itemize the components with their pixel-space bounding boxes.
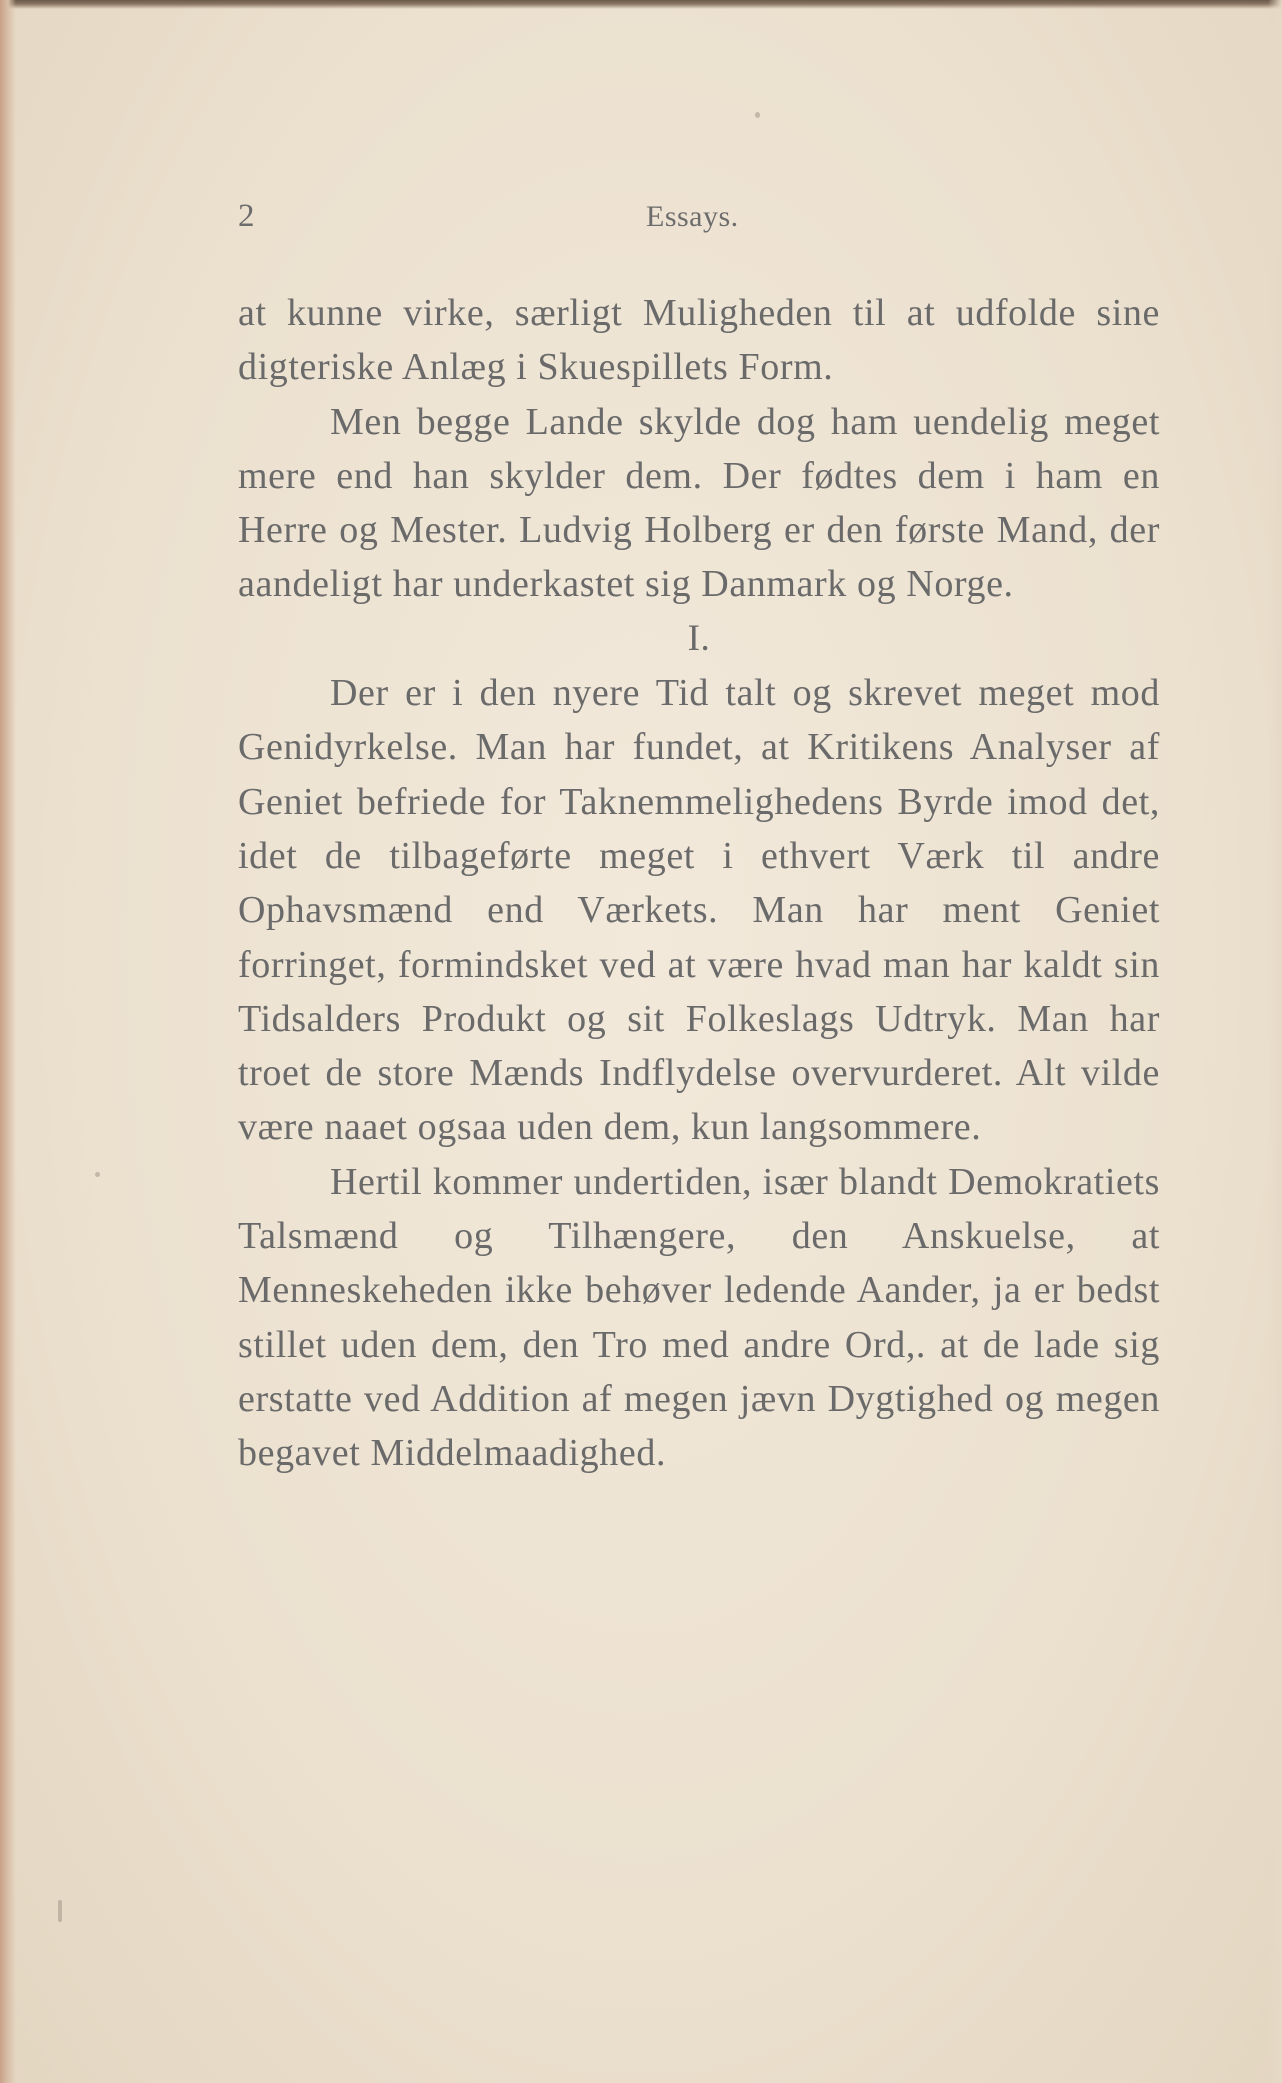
page-number: 2 [238, 198, 255, 234]
section-numeral: I. [687, 617, 711, 659]
running-title: Essays. [646, 200, 739, 233]
paragraph: Hertil kommer undertiden, især blandt Demokratiets Talsmænd og Tilhængere, den Anskuelse, at Menneskeheden ikke behøver ledende Aander, ja er bedst stillet uden dem, den Tro med andre Ord,. at de lade sig erstatte ved Addition af megen jævn Dygtighed og megen begavet Middelmaadighed. [238, 1160, 1160, 1475]
page-top-edge [0, 0, 1282, 9]
paragraph: Men begge Lande skylde dog ham uendelig meget mere end han skylder dem. Der fødtes dem i ham en Herre og Mester. Ludvig Holberg er den første Mand, der aandeligt har underkastet sig Danmark og Norge. [238, 400, 1160, 606]
running-head [238, 198, 1168, 238]
paragraph: at kunne virke, særligt Muligheden til at udfolde sine digteriske Anlæg i Skuespillets Form. [238, 292, 1160, 389]
page-right-edge [1268, 0, 1282, 2083]
paper-speck [95, 1172, 100, 1177]
paper-speck [58, 1900, 62, 1922]
paper-speck [755, 112, 760, 118]
body-text [238, 286, 1160, 1481]
page-left-edge [0, 0, 16, 2083]
paragraph: Der er i den nyere Tid talt og skrevet meget mod Genidyrkelse. Man har fundet, at Kritikens Analyser af Geniet befriede for Taknemmelighedens Byrde imod det, idet de tilbageførte meget i ethvert Værk til andre Ophavsmænd end Værkets. Man har ment Geniet forringet, formindsket ved at være hvad man har kaldt sin Tidsalders Produkt og sit Folkeslags Udtryk. Man har troet de store Mænds Indflydelse overvurderet. Alt vilde være naaet ogsaa uden dem, kun langsommere. [238, 672, 1160, 1149]
